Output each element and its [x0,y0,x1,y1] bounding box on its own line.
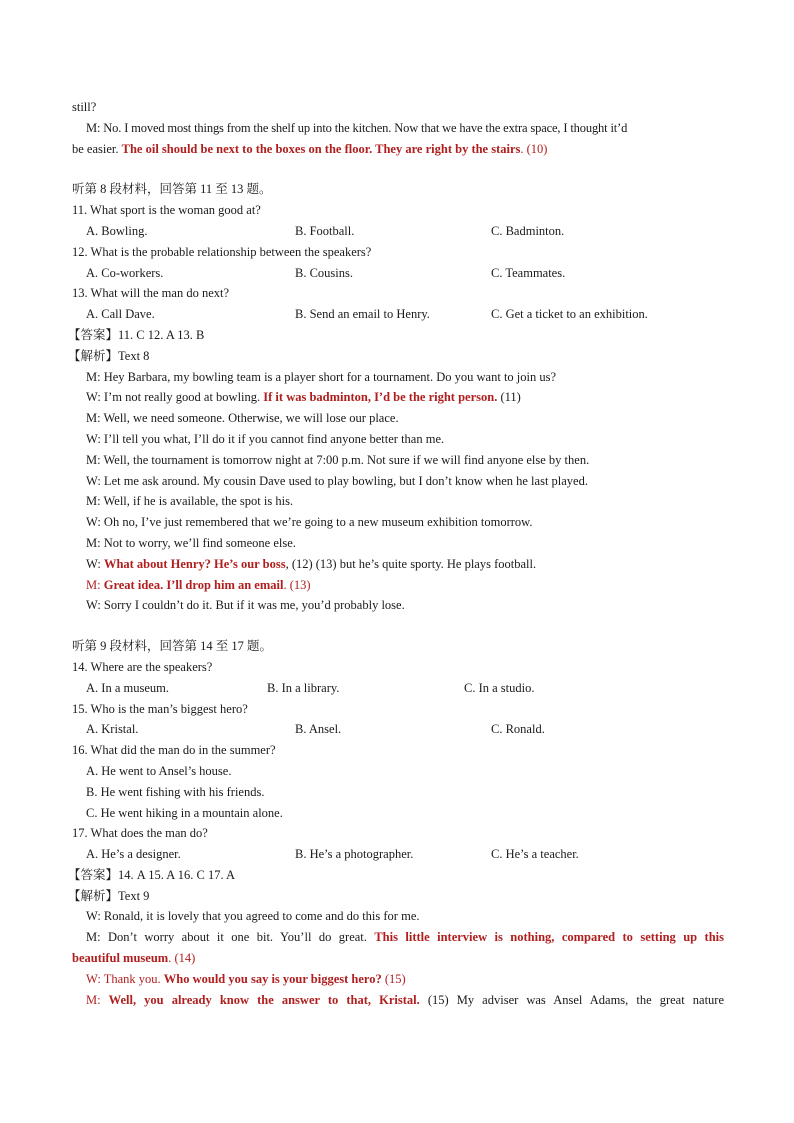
key-sentence: What about Henry? He’s our boss [103,556,286,571]
answer-line [68,325,724,346]
key-sentence: beautiful museum [72,951,169,966]
dialogue-text: M: Well, the tournament is tomorrow night at 7:00 p.m. Not sure if we will find anyone else by then. [86,452,590,467]
question-17 [72,823,724,844]
option-a: A. In a museum. [86,680,169,695]
document-page [68,97,724,1010]
option-c [72,803,724,824]
dialogue-line [72,969,724,990]
dialogue-text: (15) My adviser was Ansel Adams, the great nature [419,992,724,1007]
dialogue-line [72,491,724,512]
spacer [72,616,724,636]
analysis-line [68,346,724,367]
question-13 [72,283,724,304]
option-text: B. He went fishing with his friends. [86,784,265,799]
options-11 [72,221,724,242]
dialogue-line [72,906,724,927]
option-a: A. Co-workers. [86,265,164,280]
question-text: 11. What sport is the woman good at? [72,203,261,218]
option-c: C. Get a ticket to an exhibition. [491,307,648,322]
question-ref: . (14) [168,951,196,966]
dialogue-text: M: Well, if he is available, the spot is his. [86,494,294,509]
options-15 [72,719,724,740]
dialogue-text: W: I’ll tell you what, I’ll do it if you cannot find anyone better than me. [86,431,445,446]
option-b: B. In a library. [267,680,340,695]
question-11 [72,200,724,221]
dialogue-text: still? [72,100,97,114]
key-sentence: Who would you say is your biggest hero? [163,971,382,986]
option-a: A. He’s a designer. [86,847,181,862]
dialogue-text: W: Ronald, it is lovely that you agreed to come and do this for me. [86,909,420,924]
question-ref: . (10) [520,141,548,156]
dialogue-line [72,533,724,554]
dialogue-line [72,118,724,139]
question-text: 12. What is the probable relationship between the speakers? [72,244,372,259]
option-c: C. Ronald. [491,722,545,737]
question-text: 16. What did the man do in the summer? [72,743,276,758]
options-13 [72,304,724,325]
analysis-label: 【解析】 [68,888,119,903]
option-b: B. Send an email to Henry. [295,307,430,322]
option-b [72,782,724,803]
dialogue-text: W: Oh no, I’ve just remembered that we’re going to a new museum exhibition tomorrow. [86,515,533,530]
text-title: Text 9 [118,888,150,903]
option-b: B. Football. [295,223,355,238]
dialogue-text: W: Sorry I couldn’t do it. But if it was me, you’d probably lose. [86,598,405,613]
section-header-text: 听第 9 段材料，回答第 14 至 17 题。 [72,639,273,654]
section-header-text: 听第 8 段材料，回答第 11 至 13 题。 [72,182,272,197]
options-12 [72,263,724,284]
section-header [72,636,724,657]
options-14 [72,678,724,699]
speaker: M: [86,577,104,592]
answer-label: 【答案】 [68,867,119,882]
answer-text: 11. C 12. A 13. B [118,327,205,342]
option-c: C. Badminton. [491,223,565,238]
option-c: C. He’s a teacher. [491,847,579,862]
question-text: 13. What will the man do next? [72,286,230,301]
dialogue-text: W: I’m not really good at bowling. [86,390,264,405]
dialogue-line [72,408,724,429]
dialogue-text: M: Well, we need someone. Otherwise, we will lose our place. [86,411,399,426]
continuation-line [72,97,724,118]
dialogue-text: M: Not to worry, we’ll find someone else. [86,535,296,550]
key-sentence: Well, you already know the answer to that, Kristal. [108,992,420,1007]
dialogue-line [72,927,724,948]
question-text: 14. Where are the speakers? [72,659,213,674]
dialogue-text: W: Thank you. [86,971,164,986]
question-16 [72,740,724,761]
option-a [72,761,724,782]
answer-text: 14. A 15. A 16. C 17. A [118,867,236,882]
analysis-line [68,886,724,907]
option-b: B. Cousins. [295,265,354,280]
dialogue-line [72,595,724,616]
text-title: Text 8 [118,348,150,363]
option-c: C. Teammates. [491,265,566,280]
dialogue-text: be easier. [72,141,122,156]
dialogue-line [72,471,724,492]
question-text: 15. Who is the man’s biggest hero? [72,701,248,716]
dialogue-text: M: Hey Barbara, my bowling team is a player short for a tournament. Do you want to join us? [86,369,557,384]
dialogue-line [72,512,724,533]
dialogue-line [72,367,724,388]
question-15 [72,699,724,720]
dialogue-line [72,575,724,596]
options-17 [72,844,724,865]
answer-line [68,865,724,886]
dialogue-text: M: No. I moved most things from the shelf up into the kitchen. Now that we have the extra space, I thought it’d [86,120,628,135]
question-12 [72,242,724,263]
option-b: B. Ansel. [295,722,342,737]
dialogue-line [72,554,724,575]
dialogue-line [72,139,724,160]
speaker: M: [86,992,109,1007]
dialogue-line [72,429,724,450]
key-sentence: This little interview is nothing, compared to setting up this [374,930,724,945]
option-b: B. He’s a photographer. [295,847,414,862]
question-14 [72,657,724,678]
key-sentence: The oil should be next to the boxes on the floor. They are right by the stairs [121,141,521,156]
option-text: C. He went hiking in a mountain alone. [86,805,283,820]
question-ref: (11) [497,390,521,405]
dialogue-line [72,948,724,969]
option-a: A. Call Dave. [86,307,155,322]
key-sentence: Great idea. I’ll drop him an email [103,577,284,592]
option-c: C. In a studio. [464,680,535,695]
dialogue-line [72,990,724,1011]
speaker: W: [86,556,104,571]
dialogue-line [72,450,724,471]
dialogue-line [72,387,724,408]
dialogue-text: M: Don’t worry about it one bit. You’ll do great. [86,930,375,945]
dialogue-text: , (12) (13) but he’s quite sporty. He plays football. [285,556,537,571]
spacer [72,159,724,179]
analysis-label: 【解析】 [68,348,119,363]
dialogue-text: W: Let me ask around. My cousin Dave used to play bowling, but I don’t know when he last played. [86,473,588,488]
section-header [72,179,724,200]
option-a: A. Bowling. [86,223,148,238]
key-sentence: If it was badminton, I’d be the right person. [263,390,498,405]
option-text: A. He went to Ansel’s house. [86,763,232,778]
question-ref: . (13) [283,577,311,592]
answer-label: 【答案】 [68,327,119,342]
question-ref: (15) [381,971,406,986]
question-text: 17. What does the man do? [72,826,208,841]
option-a: A. Kristal. [86,722,139,737]
